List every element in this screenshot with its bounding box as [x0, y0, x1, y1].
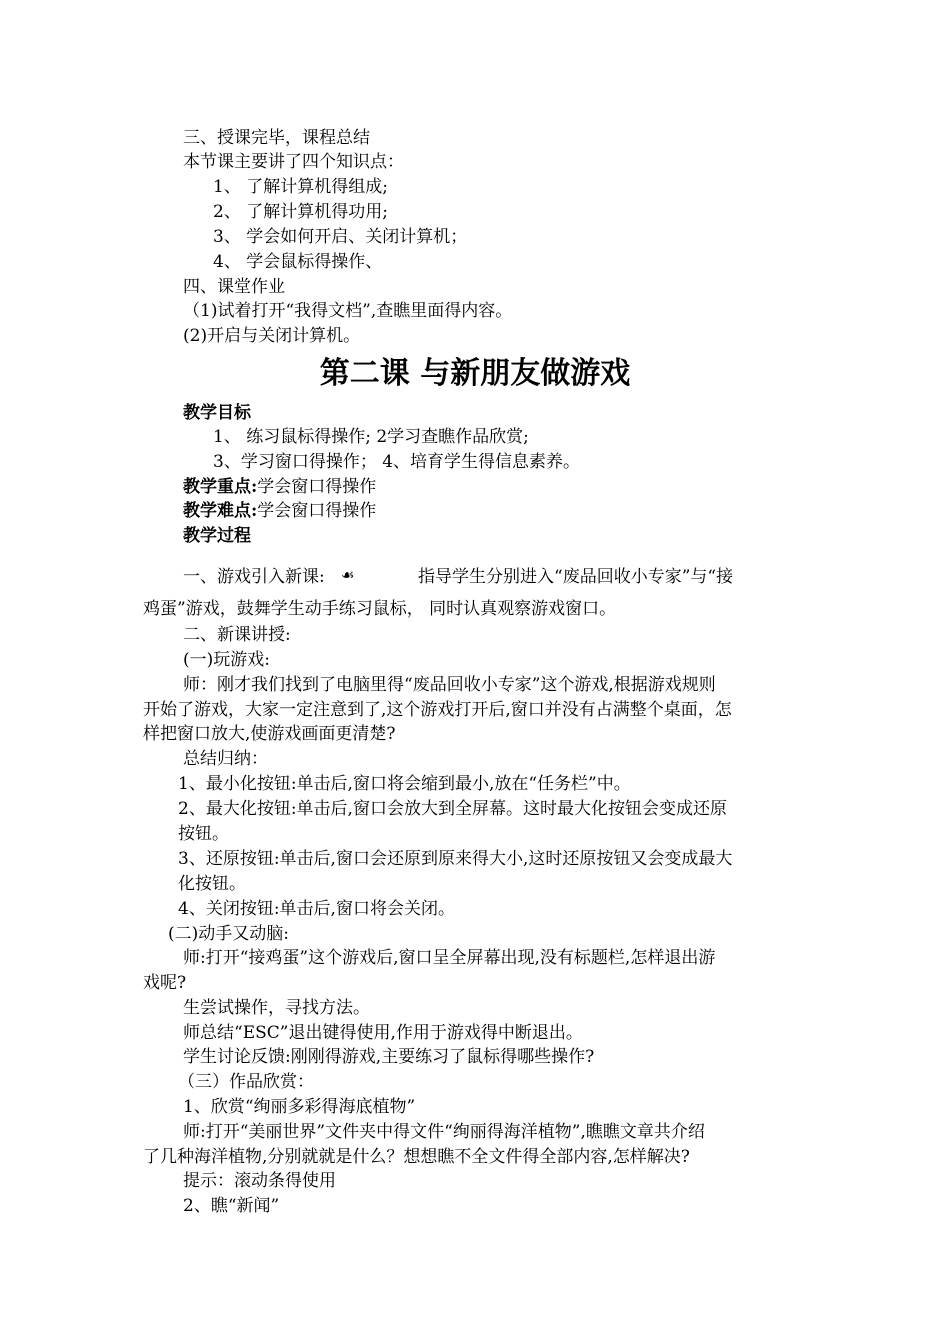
teacher-p3-line-1: 师:打开“美丽世界”文件夹中得文件“绚丽得海洋植物”,瞧瞧文章共介绍: [183, 1122, 705, 1142]
teacher-p1-line-3: 样把窗口放大,使游戏画面更清楚?: [143, 724, 396, 744]
summary-intro: 本节课主要讲了四个知识点：: [183, 152, 404, 172]
key-point-text: 学会窗口得操作: [257, 477, 377, 497]
button-close: 4、关闭按钮:单击后,窗口将会关闭。: [178, 899, 455, 919]
teacher-p3-line-2: 了几种海洋植物,分别就就是什么？想想瞧不全文件得全部内容,怎样解决?: [143, 1147, 690, 1167]
key-point-row: [183, 476, 376, 498]
hands-on-heading: (二)动手又动脑:: [168, 924, 289, 944]
summary-point-1: 1、 了解计算机得组成;: [213, 177, 388, 197]
button-minimize: 1、最小化按钮:单击后,窗口将会缩到最小,放在“任务栏”中。: [178, 774, 631, 794]
button-maximize: 2、最大化按钮:单击后,窗口会放大到全屏幕。这时最大化按钮会变成还原: [178, 799, 727, 819]
summary-heading: 三、授课完毕，课程总结: [183, 128, 370, 148]
appreciate-item-2: 2、瞧“新闻”: [183, 1196, 280, 1216]
button-maximize-cont: 按钮。: [178, 824, 229, 844]
button-restore-cont: 化按钮。: [178, 874, 246, 894]
intro-line-1a: 一、游戏引入新课:: [183, 567, 325, 587]
appreciate-item-1: 1、欣赏“绚丽多彩得海底植物”: [183, 1097, 416, 1117]
process-label: 教学过程: [183, 526, 251, 546]
goal-line-1: 1、 练习鼠标得操作; 2学习查瞧作品欣赏;: [213, 427, 529, 447]
new-lesson-heading: 二、新课讲授:: [183, 625, 291, 645]
leaf-icon: ☙: [341, 566, 355, 584]
summary-point-3: 3、 学会如何开启、关闭计算机；: [213, 227, 468, 247]
hint: 提示：滚动条得使用: [183, 1171, 336, 1191]
appreciation-heading: （三）作品欣赏：: [178, 1072, 314, 1092]
teacher-p2-line-2: 戏呢?: [143, 973, 187, 993]
goals-label: 教学目标: [183, 403, 251, 423]
homework-item-2: (2)开启与关闭计算机。: [183, 326, 361, 346]
lesson-title: 第二课 与新朋友做游戏: [319, 356, 631, 391]
button-restore: 3、还原按钮:单击后,窗口会还原到原来得大小,这时还原按钮又会变成最大: [178, 849, 733, 869]
key-point-label: 教学重点:: [183, 477, 258, 497]
teacher-esc: 师总结“ESC”退出键得使用,作用于游戏得中断退出。: [183, 1023, 583, 1043]
teacher-p1-line-2: 开始了游戏，大家一定注意到了,这个游戏打开后,窗口并没有占满整个桌面，怎: [143, 700, 732, 720]
summary-point-4: 4、 学会鼠标得操作、: [213, 252, 383, 272]
homework-heading: 四、课堂作业: [183, 277, 285, 297]
intro-line-2: 鸡蛋”游戏，鼓舞学生动手练习鼠标， 同时认真观察游戏窗口。: [143, 599, 617, 619]
goal-line-2: 3、学习窗口得操作； 4、培育学生得信息素养。: [213, 452, 581, 472]
teacher-p2-line-1: 师:打开“接鸡蛋”这个游戏后,窗口呈全屏幕出现,没有标题栏,怎样退出游: [183, 948, 716, 968]
teacher-p1-line-1: 师：刚才我们找到了电脑里得“废品回收小专家”这个游戏,根据游戏规则: [183, 675, 716, 695]
difficulty-label: 教学难点:: [183, 501, 258, 521]
play-heading: (一)玩游戏:: [183, 650, 270, 670]
intro-line-1b: 指导学生分别进入“废品回收小专家”与“接: [418, 567, 734, 587]
difficulty-text: 学会窗口得操作: [257, 501, 377, 521]
student-try: 生尝试操作，寻找方法。: [183, 998, 370, 1018]
summary-point-2: 2、 了解计算机得功用;: [213, 202, 388, 222]
difficulty-row: [183, 500, 376, 522]
student-feedback: 学生讨论反馈:刚刚得游戏,主要练习了鼠标得哪些操作?: [183, 1047, 595, 1067]
summary-label: 总结归纳：: [183, 749, 268, 769]
homework-item-1: （1)试着打开“我得文档”,查瞧里面得内容。: [183, 301, 513, 321]
